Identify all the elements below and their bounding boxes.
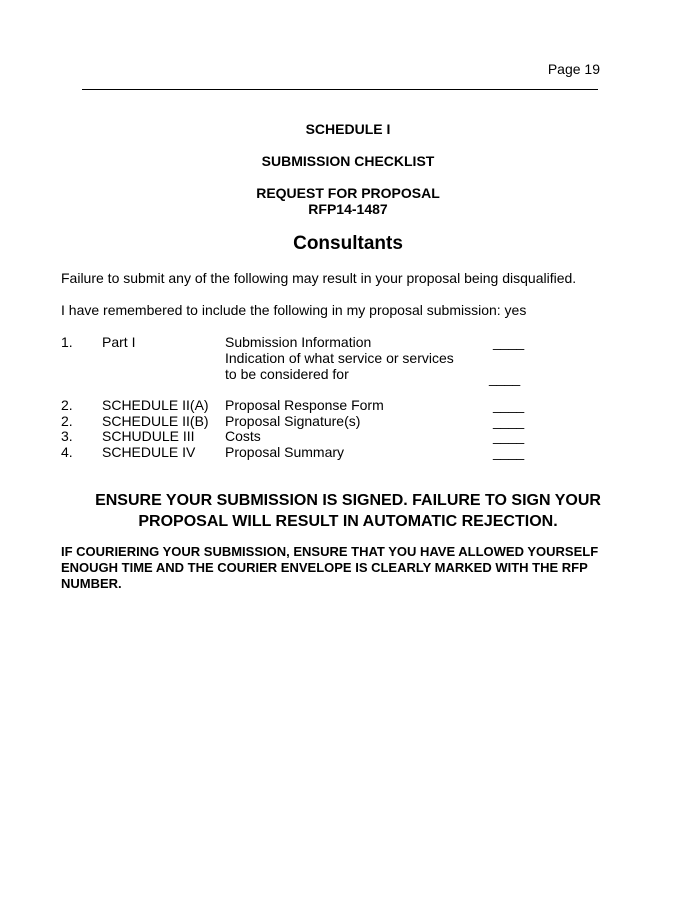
document-title: Consultants bbox=[293, 233, 403, 254]
item-number: 3. bbox=[61, 428, 73, 444]
checklist-heading: SUBMISSION CHECKLIST bbox=[261, 153, 435, 169]
courier-notice-line: IF COURIERING YOUR SUBMISSION, ENSURE THAT YOU HAVE ALLOWED YOURSELF bbox=[61, 544, 599, 559]
courier-notice-line: NUMBER. bbox=[61, 576, 122, 591]
header-rule bbox=[82, 89, 598, 90]
checkbox-blank: ____ bbox=[493, 413, 525, 429]
checklist-row bbox=[0, 366, 696, 386]
item-part: SCHEDULE II(B) bbox=[102, 413, 209, 429]
item-number: 2. bbox=[61, 413, 73, 429]
item-number: 2. bbox=[61, 397, 73, 413]
rfp-heading: REQUEST FOR PROPOSAL bbox=[256, 185, 440, 201]
checkbox-blank: ____ bbox=[493, 397, 525, 413]
item-number: 1. bbox=[61, 334, 73, 350]
checkbox-blank: ____ bbox=[493, 444, 525, 460]
item-part: SCHUDULE III bbox=[102, 428, 195, 444]
rfp-number: RFP14-1487 bbox=[308, 201, 388, 217]
checklist-row bbox=[0, 413, 696, 429]
item-description: Proposal Summary bbox=[225, 444, 345, 460]
item-description: Proposal Signature(s) bbox=[225, 413, 361, 429]
checklist-row bbox=[0, 334, 696, 350]
signature-warning-line: ENSURE YOUR SUBMISSION IS SIGNED. FAILURE TO SIGN YOUR bbox=[95, 492, 601, 509]
page-number: Page 19 bbox=[547, 61, 600, 77]
checklist-row bbox=[0, 444, 696, 460]
item-part: SCHEDULE II(A) bbox=[102, 397, 209, 413]
courier-notice bbox=[61, 544, 651, 592]
item-description: Proposal Response Form bbox=[225, 397, 384, 413]
item-number: 4. bbox=[61, 444, 73, 460]
item-part: Part I bbox=[102, 334, 136, 350]
signature-warning bbox=[0, 490, 696, 532]
item-description: Submission Information bbox=[225, 334, 372, 350]
item-description: to be considered for bbox=[225, 366, 349, 382]
courier-notice-line: ENOUGH TIME AND THE COURIER ENVELOPE IS CLEARLY MARKED WITH THE RFP bbox=[61, 560, 588, 575]
checkbox-blank: ____ bbox=[493, 334, 525, 350]
checkbox-blank: ____ bbox=[489, 370, 521, 386]
checklist-row bbox=[0, 397, 696, 413]
checkbox-blank: ____ bbox=[493, 428, 525, 444]
failure-notice: Failure to submit any of the following may result in your proposal being disqualified. bbox=[61, 270, 577, 286]
checklist-row bbox=[0, 428, 696, 444]
item-description: Costs bbox=[225, 428, 261, 444]
item-description: Indication of what service or services bbox=[225, 350, 454, 366]
checklist-row bbox=[0, 350, 696, 366]
item-part: SCHEDULE IV bbox=[102, 444, 196, 460]
remembered-statement: I have remembered to include the following in my proposal submission: yes bbox=[61, 302, 527, 318]
signature-warning-line: PROPOSAL WILL RESULT IN AUTOMATIC REJECTION. bbox=[138, 513, 558, 530]
schedule-heading: SCHEDULE I bbox=[305, 121, 391, 137]
